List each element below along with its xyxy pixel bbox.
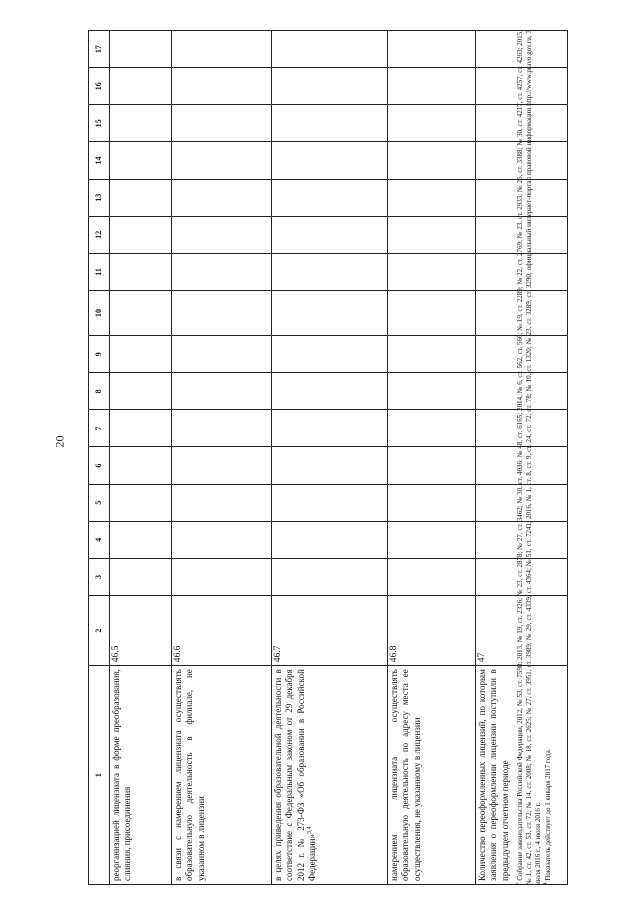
empty-cell-col-9 bbox=[110, 336, 172, 373]
empty-cell-col-9 bbox=[388, 336, 476, 373]
empty-cell-col-10 bbox=[388, 290, 476, 335]
empty-cell-col-12 bbox=[110, 216, 172, 253]
empty-cell-col-16 bbox=[388, 68, 476, 105]
row-description-text: в целях приведения образовательной деятельности в соответствие с Федеральным законом от 29 декабря 2012 г. № 273-ФЗ «Об образовании в Российской Федерации» bbox=[273, 669, 318, 881]
empty-cell-col-17 bbox=[172, 31, 272, 68]
header-cell-col-13: 13 bbox=[89, 179, 110, 216]
footnotes bbox=[516, 30, 553, 885]
footnote-3 bbox=[516, 30, 544, 885]
empty-cell-col-4 bbox=[172, 521, 272, 558]
empty-cell-col-8 bbox=[172, 373, 272, 410]
empty-cell-col-9 bbox=[172, 336, 272, 373]
empty-cell-col-8 bbox=[388, 373, 476, 410]
empty-cell-col-13 bbox=[388, 179, 476, 216]
empty-cell-col-11 bbox=[110, 253, 172, 290]
empty-cell-col-14 bbox=[172, 142, 272, 179]
empty-cell-col-11 bbox=[172, 253, 272, 290]
header-cell-col-9: 9 bbox=[89, 336, 110, 373]
empty-cell-col-10 bbox=[110, 290, 172, 335]
empty-cell-col-13 bbox=[272, 179, 388, 216]
empty-cell-col-7 bbox=[172, 410, 272, 447]
header-cell-col-12: 12 bbox=[89, 216, 110, 253]
empty-cell-col-14 bbox=[110, 142, 172, 179]
row-description bbox=[172, 666, 272, 885]
empty-cell-col-11 bbox=[388, 253, 476, 290]
empty-cell-col-5 bbox=[272, 484, 388, 521]
empty-cell-col-8 bbox=[272, 373, 388, 410]
empty-cell-col-10 bbox=[172, 290, 272, 335]
row-code: 46.8 bbox=[388, 596, 476, 666]
empty-cell-col-15 bbox=[172, 105, 272, 142]
row-description-text: Количество переоформленных лицензий, по которым заявления о переоформлении лицензии поступили в предыдущем отчетном периоде bbox=[477, 669, 510, 881]
header-cell-col-5: 5 bbox=[89, 484, 110, 521]
row-description bbox=[272, 666, 388, 885]
header-cell-col-8: 8 bbox=[89, 373, 110, 410]
row-description-text: в связи с намерением лицензиата осуществлять образовательную деятельность в филиале, не указанном в лицензии bbox=[173, 669, 206, 881]
table-row bbox=[172, 31, 272, 885]
footnote-mark: 3 bbox=[515, 882, 521, 885]
header-cell-col-16: 16 bbox=[89, 68, 110, 105]
empty-cell-col-5 bbox=[172, 484, 272, 521]
empty-cell-col-12 bbox=[172, 216, 272, 253]
empty-cell-col-3 bbox=[110, 558, 172, 595]
empty-cell-col-4 bbox=[388, 521, 476, 558]
empty-cell-col-17 bbox=[388, 31, 476, 68]
header-cell-col-2: 2 bbox=[89, 596, 110, 666]
empty-cell-col-13 bbox=[172, 179, 272, 216]
statistics-table bbox=[88, 30, 568, 885]
header-cell-col-4: 4 bbox=[89, 521, 110, 558]
table-row bbox=[110, 31, 172, 885]
header-cell-col-6: 6 bbox=[89, 447, 110, 484]
empty-cell-col-7 bbox=[110, 410, 172, 447]
rotated-page-content bbox=[88, 0, 560, 885]
empty-cell-col-3 bbox=[172, 558, 272, 595]
row-description bbox=[388, 666, 476, 885]
header-cell-col-14: 14 bbox=[89, 142, 110, 179]
empty-cell-col-6 bbox=[388, 447, 476, 484]
header-cell-col-3: 3 bbox=[89, 558, 110, 595]
footnote-text: Собрание законодательства Российской Федерации, 2012, № 53, ст. 7598; 2013, № 19, ст. 2326; № 23, ст. 2878; № 27, ст. 3462; № 30, ст. 4036; № 48, ст. 6165; 2014, № 6, ст. 562, ст. 566; № 19, ст. 2289; № 22, ст. 2769; № 23, ст. 2933; № 26, ст. 3388; № 30, ст. 4217, ст. 4257, ст. 4263; 2015, № 1, ст. 42, ст. 53, ст. 72; № 14, ст. 2008; № 18, ст. 2625; № 27, ст. 3951, ст. 3989; № 29, ст. 4339, ст. 4364; № 51, ст. 7241; 2016, № 1, ст. 8, ст. 9, ст. 24, ст. 72, ст. 78; № 10, ст. 1320; № 23, ст. 3289, ст. 3290; официальный интернет-портал правовой информации http://www.pravo.gov.ru, 3 июля 2016 г., 4 июля 2016 г. bbox=[516, 29, 543, 885]
header-cell-col-15: 15 bbox=[89, 105, 110, 142]
empty-cell-col-16 bbox=[272, 68, 388, 105]
empty-cell-col-6 bbox=[172, 447, 272, 484]
empty-cell-col-4 bbox=[110, 521, 172, 558]
empty-cell-col-17 bbox=[110, 31, 172, 68]
empty-cell-col-15 bbox=[110, 105, 172, 142]
empty-cell-col-12 bbox=[388, 216, 476, 253]
empty-cell-col-10 bbox=[272, 290, 388, 335]
empty-cell-col-12 bbox=[272, 216, 388, 253]
empty-cell-col-6 bbox=[110, 447, 172, 484]
footnote-reference: 3,4 bbox=[307, 826, 314, 834]
page-number: 20 bbox=[52, 435, 67, 448]
empty-cell-col-6 bbox=[272, 447, 388, 484]
row-code: 46.7 bbox=[272, 596, 388, 666]
empty-cell-col-17 bbox=[272, 31, 388, 68]
empty-cell-col-8 bbox=[110, 373, 172, 410]
empty-cell-col-11 bbox=[272, 253, 388, 290]
footnote-mark: 4 bbox=[543, 882, 549, 885]
empty-cell-col-15 bbox=[272, 105, 388, 142]
empty-cell-col-14 bbox=[388, 142, 476, 179]
row-code: 46.5 bbox=[110, 596, 172, 666]
empty-cell-col-15 bbox=[388, 105, 476, 142]
empty-cell-col-3 bbox=[388, 558, 476, 595]
empty-cell-col-4 bbox=[272, 521, 388, 558]
empty-cell-col-9 bbox=[272, 336, 388, 373]
row-code: 46.6 bbox=[172, 596, 272, 666]
empty-cell-col-16 bbox=[110, 68, 172, 105]
empty-cell-col-5 bbox=[110, 484, 172, 521]
table-row bbox=[388, 31, 476, 885]
empty-cell-col-13 bbox=[110, 179, 172, 216]
empty-cell-col-14 bbox=[272, 142, 388, 179]
empty-cell-col-3 bbox=[272, 558, 388, 595]
empty-cell-col-7 bbox=[388, 410, 476, 447]
empty-cell-col-16 bbox=[172, 68, 272, 105]
footnote-text: Показатель действует до 1 января 2017 года. bbox=[543, 748, 552, 881]
empty-cell-col-7 bbox=[272, 410, 388, 447]
header-cell-col-10: 10 bbox=[89, 290, 110, 335]
table-row bbox=[272, 31, 388, 885]
footnote-4 bbox=[544, 30, 553, 885]
row-description-text: реорганизацией лицензиата в форме преобразования, слияния, присоединения bbox=[111, 669, 133, 881]
row-code: 47 bbox=[476, 596, 568, 666]
empty-cell-col-5 bbox=[388, 484, 476, 521]
table-header-row bbox=[89, 31, 110, 885]
header-cell-col-11: 11 bbox=[89, 253, 110, 290]
header-cell-col-1: 1 bbox=[89, 666, 110, 885]
row-description bbox=[110, 666, 172, 885]
header-cell-col-7: 7 bbox=[89, 410, 110, 447]
row-description-text: намерением лицензиата осуществлять образовательную деятельность по адресу места ее осуществления, не указанному в лицензии bbox=[389, 669, 422, 881]
header-cell-col-17: 17 bbox=[89, 31, 110, 68]
